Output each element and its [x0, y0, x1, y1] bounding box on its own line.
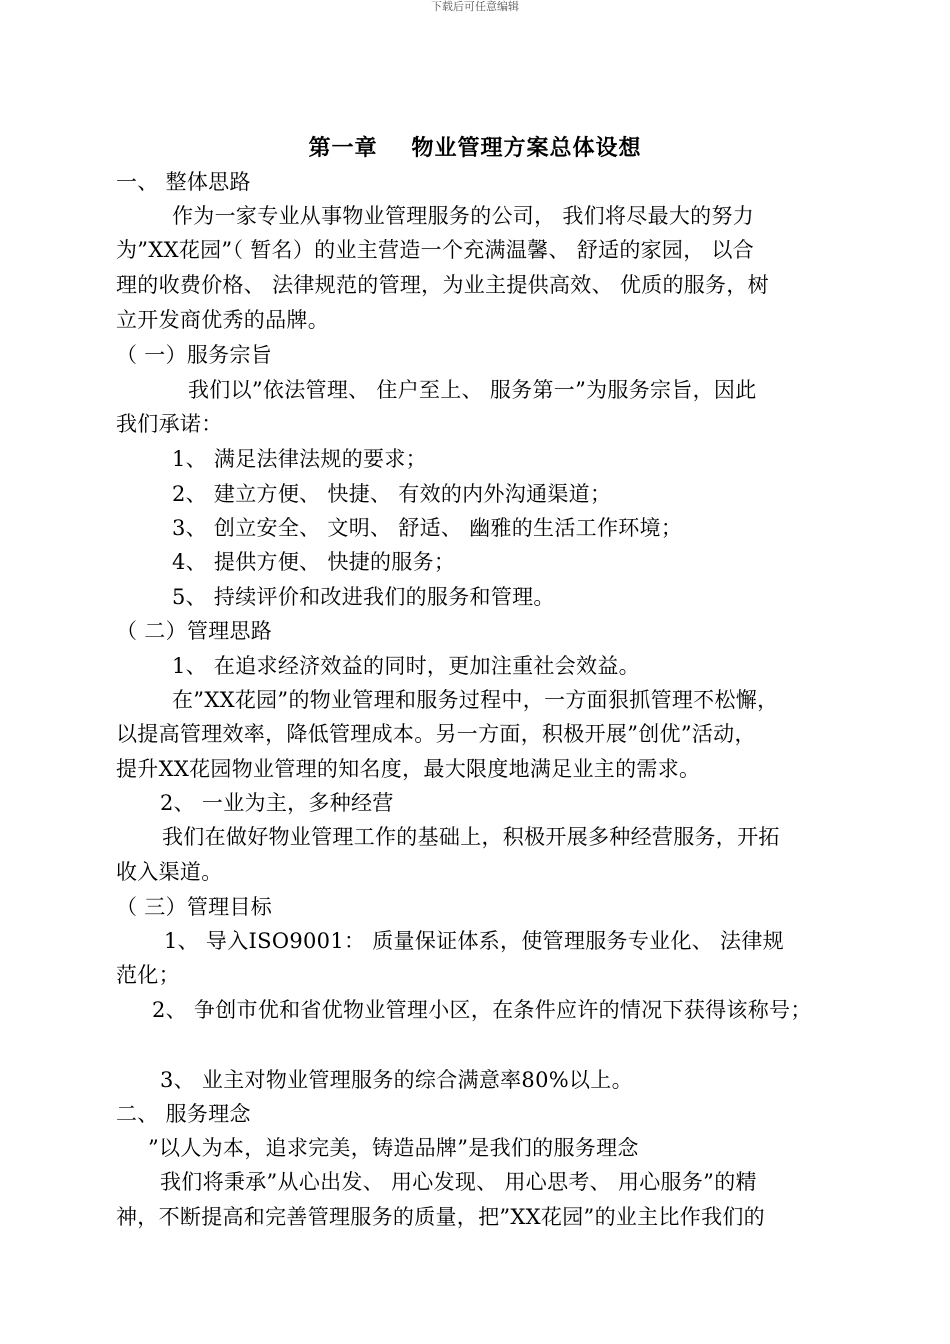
paragraph-line: 理的收费价格、 法律规范的管理，为业主提供高效、 优质的服务，树	[116, 273, 769, 297]
paragraph-line: 我们在做好物业管理工作的基础上，积极开展多种经营服务，开拓	[162, 825, 780, 849]
list-item: 3、 创立安全、 文明、 舒适、 幽雅的生活工作环境；	[172, 516, 683, 540]
list-item: 1、 导入ISO9001： 质量保证体系，使管理服务专业化、 法律规	[164, 929, 784, 953]
chapter-number: 第一章	[308, 136, 378, 161]
paragraph-line: 范化；	[116, 963, 180, 987]
paragraph-line: 立开发商优秀的品牌。	[116, 308, 329, 332]
paragraph-line: 在”XX花园”的物业管理和服务过程中，一方面狠抓管理不松懈，	[172, 688, 779, 712]
list-item: 1、 在追求经济效益的同时，更加注重社会效益。	[172, 654, 640, 678]
list-item: 2、 一业为主，多种经营	[160, 791, 394, 815]
page-header: 下载后可任意编辑	[431, 0, 519, 13]
subsection-heading: （ 三）管理目标	[116, 895, 273, 919]
paragraph-line: ”以人为本，追求完美，铸造品牌”是我们的服务理念	[148, 1136, 639, 1160]
chapter-name: 物业管理方案总体设想	[411, 136, 642, 161]
paragraph-line: 我们将秉承”从心出发、 用心发现、 用心思考、 用心服务”的精	[160, 1170, 757, 1194]
paragraph-line: 神，不断提高和完善管理服务的质量，把”XX花园”的业主比作我们的	[116, 1205, 765, 1229]
list-item: 3、 业主对物业管理服务的综合满意率80%以上。	[160, 1068, 633, 1092]
paragraph-line: 提升XX花园物业管理的知名度，最大限度地满足业主的需求。	[116, 757, 701, 781]
subsection-heading: （ 二）管理思路	[116, 619, 273, 643]
paragraph-line: 为”XX花园”（ 暂名）的业主营造一个充满温馨、 舒适的家园， 以合	[116, 238, 755, 262]
list-item: 2、 建立方便、 快捷、 有效的内外沟通渠道；	[172, 482, 612, 506]
list-item: 5、 持续评价和改进我们的服务和管理。	[172, 585, 555, 609]
section-heading: 一、 整体思路	[116, 170, 251, 194]
list-item: 2、 争创市优和省优物业管理小区，在条件应许的情况下获得该称号；	[152, 998, 812, 1022]
paragraph-line: 我们以”依法管理、 住户至上、 服务第一”为服务宗旨，因此	[188, 378, 757, 402]
subsection-heading: （ 一）服务宗旨	[116, 343, 273, 367]
list-item: 4、 提供方便、 快捷的服务；	[172, 550, 456, 574]
paragraph-line: 以提高管理效率，降低管理成本。另一方面，积极开展”创优”活动，	[116, 722, 756, 746]
list-item: 1、 满足法律法规的要求；	[172, 447, 427, 471]
section-heading: 二、 服务理念	[116, 1102, 251, 1126]
chapter-title	[0, 131, 950, 162]
paragraph-line: 收入渠道。	[116, 860, 223, 884]
paragraph-line: 作为一家专业从事物业管理服务的公司， 我们将尽最大的努力	[172, 204, 755, 228]
paragraph-line: 我们承诺：	[116, 412, 223, 436]
